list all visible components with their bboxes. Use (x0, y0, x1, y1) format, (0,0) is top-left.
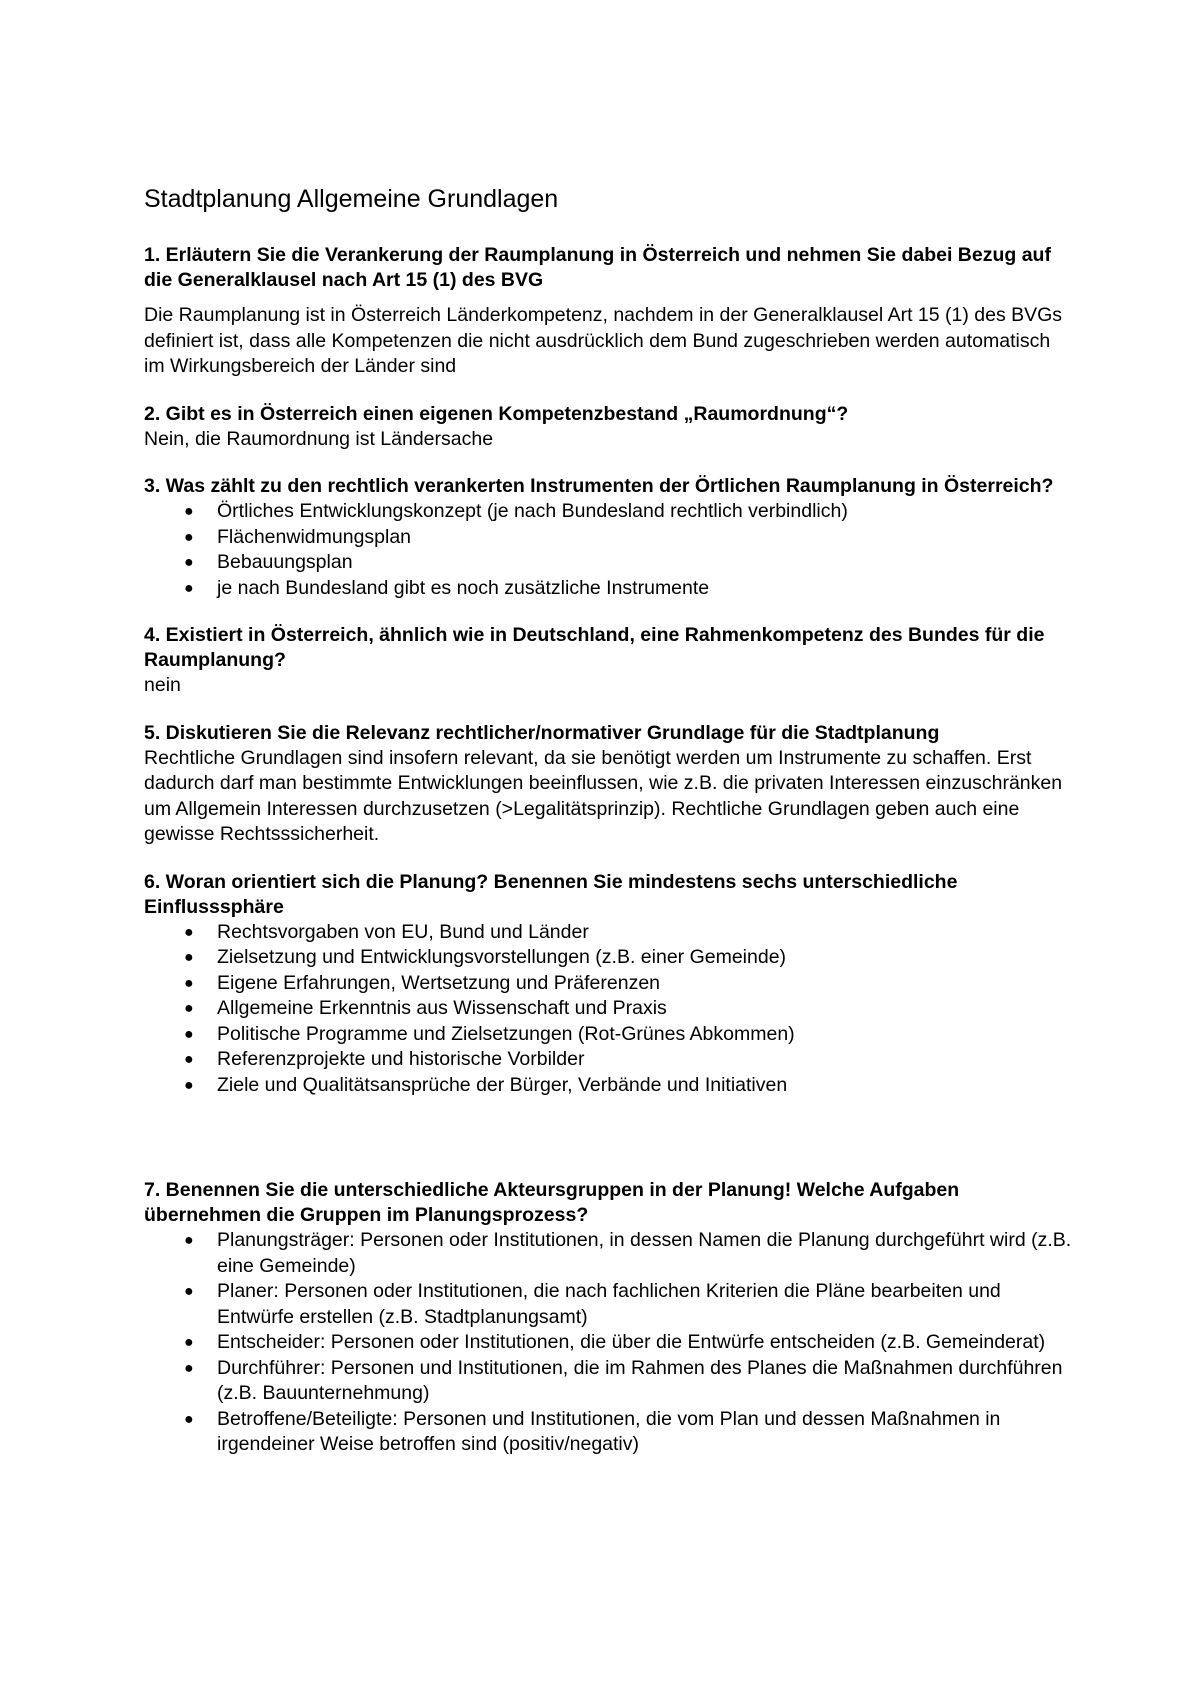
list-item: ● Zielsetzung und Entwicklungsvorstellungen (z.B. einer Gemeinde) (144, 945, 1074, 971)
list-item: ● Planer: Personen oder Institutionen, die nach fachlichen Kriterien die Pläne bearbeiten und Entwürfe erstellen (z.B. Stadtplanungsamt) (184, 1280, 1001, 1328)
question-3: 3. Was zählt zu den rechtlich verankerten Instrumenten der Örtlichen Raumplanung in Österreich? (144, 475, 1054, 497)
section-7 (144, 1178, 1074, 1458)
list-item: ● Planungsträger: Personen oder Institutionen, in dessen Namen die Planung durchgeführt wird (z.B. eine Gemeinde) (184, 1229, 1072, 1277)
bullet-icon: ● (184, 1232, 194, 1249)
section-3 (144, 474, 1074, 601)
question-6: 6. Woran orientiert sich die Planung? Benennen Sie mindestens sechs unterschiedliche Einflusssphäre (144, 870, 958, 918)
bullet-list-3 (144, 499, 1074, 601)
bullet-icon: ● (184, 579, 194, 597)
question-2: 2. Gibt es in Österreich einen eigenen Kompetenzbestand „Raumordnung“? (144, 402, 849, 425)
list-item: ● Flächenwidmungsplan (144, 525, 1074, 551)
bullet-icon: ● (184, 1000, 194, 1017)
bullet-icon: ● (184, 1025, 194, 1043)
list-item: ● Durchführer: Personen und Institutionen, die im Rahmen des Planes die Maßnahmen durchführen (z.B. Bauunternehmung) (184, 1356, 1063, 1404)
list-item: ● Örtliches Entwicklungskonzept (je nach Bundesland rechtlich verbindlich) (144, 499, 1074, 525)
document-title: Stadtplanung Allgemeine Grundlagen (144, 185, 559, 213)
bullet-icon: ● (184, 923, 194, 941)
document-page (144, 184, 1074, 1480)
list-item: ● je nach Bundesland gibt es noch zusätzliche Instrumente (144, 576, 1074, 602)
bullet-icon: ● (184, 974, 194, 992)
bullet-list-6 (144, 920, 1074, 1099)
list-item: ● Referenzprojekte und historische Vorbilder (144, 1047, 1074, 1073)
section-4 (144, 623, 1074, 699)
bullet-icon: ● (184, 528, 194, 546)
bullet-icon: ● (184, 1359, 194, 1377)
list-item: ● Bebauungsplan (144, 550, 1074, 576)
bullet-icon: ● (184, 554, 194, 571)
question-7: 7. Benennen Sie die unterschiedliche Akteursgruppen in der Planung! Welche Aufgaben übernehmen die Gruppen im Planungsprozess? (144, 1179, 960, 1226)
list-item: ● Entscheider: Personen oder Institutionen, die über die Entwürfe entscheiden (z.B. Gemeinderat) (144, 1330, 1074, 1356)
bullet-icon: ● (184, 1410, 194, 1428)
answer-5: Rechtliche Grundlagen sind insofern relevant, da sie benötigt werden um Instrumente zu schaffen. Erst dadurch darf man bestimmte Entwicklungen beeinflussen, wie z.B. die privaten Interessen einzuschränken um Allgemein Interessen durchzusetzen (>Legalitätsprinzip). Rechtliche Grundlagen geben auch eine gewisse Rechtsssicherheit. (144, 746, 1063, 845)
section-6 (144, 870, 1074, 1099)
list-item: ● Betroffene/Beteiligte: Personen und Institutionen, die vom Plan und dessen Maßnahmen in irgendeiner Weise betroffen sind (positiv/negativ) (184, 1407, 1001, 1455)
question-1: 1. Erläutern Sie die Verankerung der Raumplanung in Österreich und nehmen Sie dabei Bezug auf die Generalklausel nach Art 15 (1) des BVG (144, 244, 1051, 291)
list-item: ● Allgemeine Erkenntnis aus Wissenschaft und Praxis (144, 996, 1074, 1022)
question-4: 4. Existiert in Österreich, ähnlich wie in Deutschland, eine Rahmenkompetenz des Bundes für die Raumplanung? (144, 624, 1045, 671)
answer-4: nein (144, 674, 181, 696)
bullet-icon: ● (184, 1283, 194, 1300)
bullet-list-7 (144, 1228, 1074, 1458)
question-5: 5. Diskutieren Sie die Relevanz rechtlicher/normativer Grundlage für die Stadtplanung (144, 721, 940, 744)
list-item: ● Rechtsvorgaben von EU, Bund und Länder (144, 920, 1074, 946)
list-item: ● Eigene Erfahrungen, Wertsetzung und Präferenzen (144, 971, 1074, 997)
bullet-icon: ● (184, 503, 194, 520)
list-item: ● Politische Programme und Zielsetzungen (Rot-Grünes Abkommen) (144, 1022, 1074, 1048)
answer-2: Nein, die Raumordnung ist Ländersache (144, 427, 494, 450)
section-2 (144, 402, 1074, 453)
list-item: ● Ziele und Qualitätsansprüche der Bürger, Verbände und Initiativen (144, 1073, 1074, 1099)
answer-1: Die Raumplanung ist in Österreich Länderkompetenz, nachdem in der Generalklausel Art 15 (1) des BVGs definiert ist, dass alle Kompetenzen die nicht ausdrücklich dem Bund zugeschrieben werden automatisch im Wirkungsbereich der Länder sind (144, 304, 1063, 377)
bullet-icon: ● (184, 1334, 194, 1351)
section-5 (144, 721, 1074, 848)
spacer (144, 1120, 1074, 1178)
bullet-icon: ● (184, 1076, 194, 1094)
bullet-icon: ● (184, 1051, 194, 1068)
bullet-icon: ● (184, 949, 194, 966)
section-1 (144, 243, 1074, 380)
